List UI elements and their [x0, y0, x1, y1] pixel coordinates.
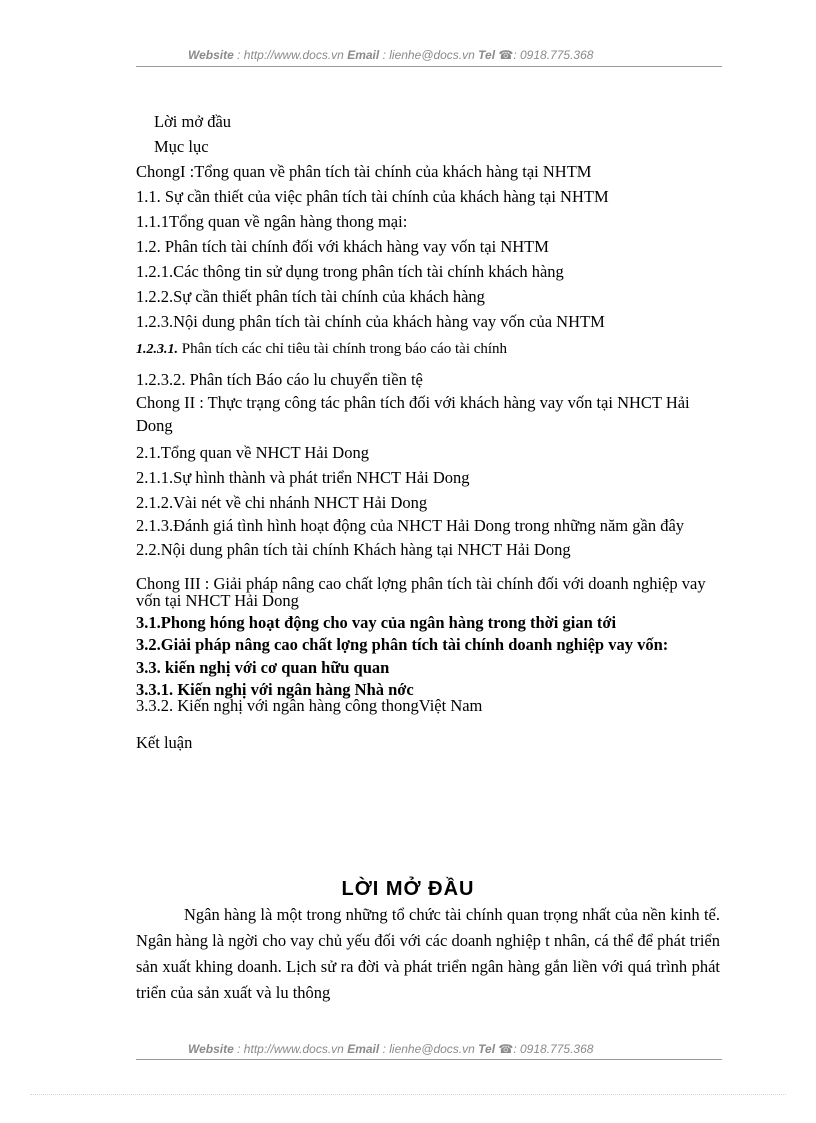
- table-of-contents: [136, 112, 720, 752]
- website-label: Website: [188, 1042, 234, 1056]
- website-value: : http://www.docs.vn: [237, 48, 344, 62]
- toc-item: Lời mở đầu: [154, 112, 232, 131]
- tel-label: Tel: [478, 1042, 496, 1056]
- toc-item: Mục lục: [154, 137, 209, 156]
- tel-value: : 0918.775.368: [513, 1042, 594, 1056]
- toc-item: 1.2. Phân tích tài chính đối với khách hàng vay vốn tại NHTM: [136, 237, 549, 256]
- toc-item: 2.1.1.Sự hình thành và phát triển NHCT Hải Dong: [136, 468, 470, 487]
- phone-icon: ☎: [498, 48, 514, 62]
- page-header: [188, 48, 724, 62]
- toc-item: 1.2.2.Sự cần thiết phân tích tài chính của khách hàng: [136, 287, 485, 306]
- toc-item: 3.2.Giải pháp nâng cao chất lợng phân tích tài chính doanh nghiệp vay vốn:: [136, 635, 669, 654]
- toc-item: 1.2.3.2. Phân tích Báo cáo lu chuyển tiền tệ: [136, 370, 423, 389]
- toc-item: Chong II : Thực trạng công tác phân tích đối với khách hàng vay vốn tại NHCT Hải Dong: [136, 393, 690, 435]
- toc-item: 2.1.2.Vài nét về chi nhánh NHCT Hải Dong: [136, 493, 428, 512]
- toc-item: Kết luận: [136, 733, 193, 752]
- footer-rule-top: [136, 1059, 722, 1060]
- tel-value: : 0918.775.368: [513, 48, 594, 62]
- toc-item: 3.3.1. Kiến nghị với ngân hàng Nhà nớc: [136, 680, 414, 699]
- body-text: [136, 902, 720, 1006]
- header-rule: [136, 66, 722, 67]
- email-value: : lienhe@docs.vn: [382, 48, 475, 62]
- toc-item: 3.3.2. Kiến nghị với ngân hàng công thongViệt Nam: [136, 696, 483, 715]
- website-value: : http://www.docs.vn: [237, 1042, 344, 1056]
- website-label: Website: [188, 48, 234, 62]
- toc-item: ChongI :Tổng quan về phân tích tài chính của khách hàng tại NHTM: [136, 162, 592, 181]
- page-footer: [188, 1042, 724, 1056]
- page-bottom-border: [30, 1094, 786, 1095]
- toc-item: 1.1.1Tổng quan về ngân hàng thong mại:: [136, 212, 408, 231]
- section-heading: LỜI MỞ ĐẦU: [341, 878, 475, 900]
- toc-item: 2.2.Nội dung phân tích tài chính Khách hàng tại NHCT Hải Dong: [136, 540, 571, 559]
- body-paragraph: Ngân hàng là một trong những tổ chức tài chính quan trọng nhất của nền kinh tế. Ngân hàng là ngời cho vay chủ yếu đối với các doanh nghiệp t nhân, cá thể để phát triển sản xuất khing doanh. Lịch sử ra đời và phát triển ngân hàng gắn liền với quá trình phát triển của sản xuất và lu thông: [136, 905, 720, 1002]
- phone-icon: ☎: [498, 1042, 514, 1056]
- toc-item: Chong III : Giải pháp nâng cao chất lợng phân tích tài chính đối với doanh nghiệp vay vốn tại NHCT Hải Dong: [136, 574, 706, 610]
- toc-item: 1.2.1.Các thông tin sử dụng trong phân tích tài chính khách hàng: [136, 262, 564, 281]
- email-label: Email: [347, 48, 380, 62]
- email-value: : lienhe@docs.vn: [382, 1042, 475, 1056]
- email-label: Email: [347, 1042, 380, 1056]
- toc-item: 2.1.3.Đánh giá tình hình hoạt động của NHCT Hải Dong trong những năm gần đây: [136, 516, 685, 535]
- toc-item: 3.3. kiến nghị với cơ quan hữu quan: [136, 658, 390, 677]
- toc-item: 2.1.Tổng quan về NHCT Hải Dong: [136, 443, 369, 462]
- toc-item: [136, 340, 720, 359]
- toc-item-number: 1.2.3.1.: [136, 342, 178, 357]
- tel-label: Tel: [478, 48, 496, 62]
- toc-item-title: Phân tích các chỉ tiêu tài chính trong báo cáo tài chính: [181, 341, 508, 357]
- toc-item: 1.2.3.Nội dung phân tích tài chính của khách hàng vay vốn của NHTM: [136, 312, 605, 331]
- toc-item: 3.1.Phong hóng hoạt động cho vay của ngân hàng trong thời gian tới: [136, 613, 617, 632]
- toc-item: 1.1. Sự cần thiết của việc phân tích tài chính của khách hàng tại NHTM: [136, 187, 609, 206]
